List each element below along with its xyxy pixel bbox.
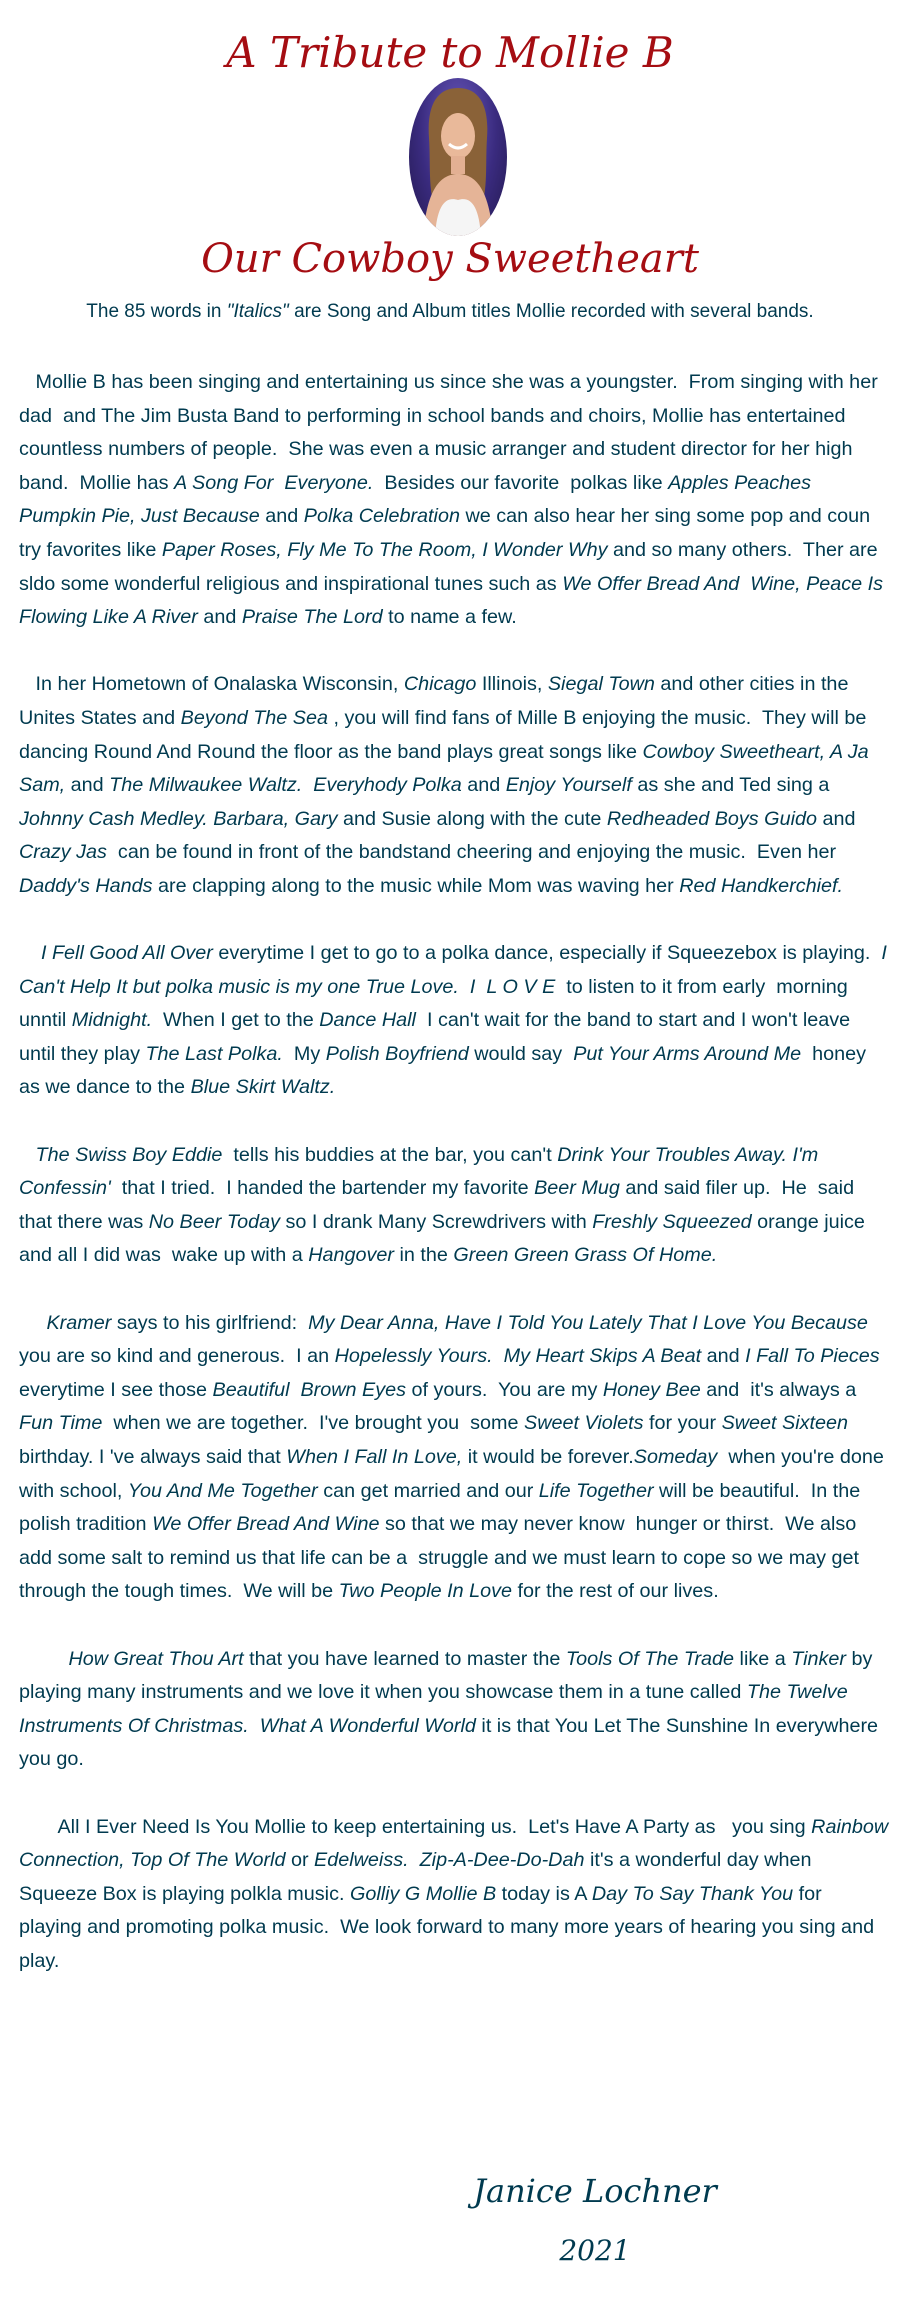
song-title-text: Hangover	[308, 1244, 394, 1267]
body-text: would say	[468, 1042, 574, 1065]
song-title-text: When I Fall In Love,	[286, 1446, 463, 1468]
body-text: In her Hometown of Onalaska Wisconsin,	[19, 673, 404, 696]
song-title-text: Crazy Jas	[19, 841, 107, 864]
body-text: it would be forever.	[462, 1446, 634, 1468]
song-title-text: Dance Hall	[319, 1009, 416, 1032]
body-text: you are so kind and generous. I an	[19, 1311, 885, 1368]
song-title-text: We Offer Bread And Wine, Peace Is Flowing Like A River	[19, 572, 895, 629]
body-text: to listen to it from early morning unntil	[19, 975, 854, 1032]
song-title-text: Put Your Arms Around Me	[573, 1042, 802, 1065]
body-text: orange juice and all I did was wake up with a	[19, 1210, 871, 1267]
song-title-text: Blue Skirt Waltz.	[190, 1076, 336, 1099]
body-text: and it's always a	[700, 1378, 862, 1401]
body-text	[19, 942, 41, 964]
intro-line	[0, 301, 900, 323]
song-title-text: Red Handkerchief.	[679, 874, 844, 897]
paragraph	[19, 366, 895, 635]
body-text: and so many others. Ther are sldo some wonderful religious and inspirational tunes such as	[19, 538, 884, 595]
body-text: like a	[734, 1647, 792, 1670]
body-text: it is that You Let The Sunshine In everywhere you go.	[19, 1714, 884, 1771]
portrait-photo	[409, 78, 507, 236]
tribute-body	[19, 366, 895, 1979]
body-text: it's a wonderful day when Squeeze Box is playing polkla music.	[19, 1849, 817, 1905]
song-title-text: Tools Of The Trade	[565, 1647, 735, 1670]
song-title-text: We Offer Bread And Wine	[152, 1513, 380, 1536]
body-text: when you're done with school,	[19, 1446, 890, 1502]
body-text: are Song and Album titles Mollie recorded with several bands.	[288, 301, 814, 322]
song-title-text: Chicago	[403, 673, 477, 696]
body-text: Mollie B has been singing and entertaining us since she was a youngster. From singing with her dad and The Jim Busta Band to performing in school bands and choirs, Mollie has entertained countless numbers of people. She was even a music arranger and student director for her high band. Mollie has	[19, 371, 884, 494]
body-text: My	[282, 1042, 326, 1065]
song-title-text: Enjoy Yourself	[505, 774, 632, 797]
body-text: that I tried. I handed the bartender my favorite	[110, 1177, 535, 1200]
song-title-text: No Beer Today	[148, 1210, 280, 1233]
body-text: and other cities in the Unites States and	[19, 673, 854, 729]
song-title-text: Daddy's Hands	[19, 874, 153, 897]
body-text: as she and Ted sing a	[631, 774, 835, 797]
body-text: we can also hear her sing some pop and coun try favorites like	[19, 505, 876, 561]
song-title-text: Praise The Lord	[241, 606, 383, 629]
body-text: and	[259, 505, 304, 528]
body-text: or	[285, 1849, 315, 1872]
body-text: by playing many instruments and we love it when you showcase them in a tune called	[19, 1647, 878, 1704]
paragraph	[19, 1643, 889, 1777]
body-text: All I Ever Need Is You Mollie to keep entertaining us. Let's Have A Party as you sing	[19, 1815, 812, 1838]
song-title-text: Kramer	[46, 1311, 112, 1334]
body-text: , you will find fans of Mille B enjoying the music. They will be dancing Round And Round the floor as the band plays great songs like	[19, 706, 872, 763]
page-subtitle: Our Cowboy Sweetheart	[201, 236, 699, 282]
body-text: and said filer up. He said that there was	[19, 1177, 860, 1233]
body-text: so that we may never know hunger or thirst. We also add some salt to remind us that life can be a struggle and we must learn to cope so we may get through the tough times. We will be	[19, 1513, 865, 1603]
song-title-text: Sweet Sixteen	[721, 1412, 849, 1435]
song-title-text: Tinker	[791, 1647, 847, 1670]
body-text: when we are together. I've brought you some	[102, 1412, 525, 1435]
song-title-text: How Great Thou Art	[68, 1647, 244, 1670]
body-text	[19, 1312, 46, 1334]
song-title-text: Honey Bee	[602, 1378, 701, 1401]
paragraph	[19, 1811, 894, 1979]
body-text: honey as we dance to the	[19, 1042, 872, 1099]
body-text: When I get to the	[152, 1009, 320, 1032]
song-title-text: Paper Roses, Fly Me To The Room, I Wonder Why	[161, 538, 608, 561]
body-text: everytime I see those	[19, 1345, 886, 1401]
body-text: I can't wait for the band to start and I won't leave until they play	[19, 1009, 856, 1065]
song-title-text: I Fell Good All Over	[40, 942, 213, 965]
song-title-text: Green Green Grass Of Home.	[453, 1244, 718, 1267]
body-text: Illinois,	[476, 673, 548, 696]
song-title-text: Midnight.	[71, 1009, 153, 1032]
song-title-text: Beer Mug	[534, 1177, 620, 1200]
body-text: and	[701, 1345, 746, 1368]
body-text: can be found in front of the bandstand cheering and enjoying the music. Even her	[106, 841, 842, 864]
song-title-text: Two People In Love	[338, 1580, 512, 1603]
song-title-text: Drink Your Troubles Away. I'm Confessin'	[19, 1143, 824, 1200]
page-title: A Tribute to Mollie B	[226, 28, 674, 77]
song-title-text: The Swiss Boy Eddie	[35, 1143, 223, 1166]
body-text: and	[461, 774, 506, 797]
body-text: for playing and promoting polka music. We look forward to many more years of hearing you sing and play.	[19, 1882, 880, 1972]
body-text: and	[816, 807, 861, 830]
song-title-text: A Song For Everyone.	[174, 471, 374, 494]
body-text: of yours. You are my	[406, 1378, 603, 1401]
body-text: Besides our favorite polkas like	[373, 471, 669, 494]
song-title-text: Johnny Cash Medley. Barbara, Gary	[19, 807, 338, 830]
song-title-text: The Milwaukee Waltz. Everyhody Polka	[109, 774, 462, 797]
song-title-text: You And Me Together	[127, 1479, 318, 1502]
body-text	[19, 1144, 36, 1166]
song-title-text: My Dear Anna, Have I Told You Lately That I Love You Because	[308, 1311, 868, 1334]
signature	[470, 2172, 720, 2267]
body-text: and	[197, 606, 242, 629]
song-title-text: Someday	[633, 1446, 718, 1468]
song-title-text: Rainbow Connection, Top Of The World	[19, 1815, 894, 1872]
song-title-text: "Italics"	[226, 301, 289, 322]
song-title-text: Golliy G Mollie B	[349, 1882, 497, 1905]
body-text: that you have learned to master the	[243, 1647, 566, 1670]
body-text	[19, 1648, 68, 1670]
song-title-text: Beautiful Brown Eyes	[212, 1378, 407, 1401]
body-text: can get married and our	[317, 1479, 539, 1502]
song-title-text: Redheaded Boys Guido	[606, 807, 817, 830]
body-text: says to his girlfriend:	[111, 1311, 309, 1334]
body-text: The 85 words in	[86, 301, 227, 322]
song-title-text: Beyond The Sea	[180, 706, 329, 729]
song-title-text: The Twelve Instruments Of Christmas. What A Wonderful World	[19, 1681, 854, 1737]
signature-name: Janice Lochner	[473, 2172, 717, 2210]
body-text: so I drank Many Screwdrivers with	[279, 1210, 593, 1233]
paragraph	[19, 937, 893, 1105]
song-title-text: I Fall To Pieces	[745, 1345, 880, 1368]
body-text: birthday. I 've always said that	[19, 1412, 854, 1468]
song-title-text: Siegal Town	[547, 673, 655, 696]
song-title-text: Sweet Violets	[524, 1412, 644, 1435]
song-title-text: Fun Time	[19, 1412, 103, 1435]
song-title-text: Hopelessly Yours. My Heart Skips A Beat	[334, 1345, 702, 1368]
song-title-text: I Can't Help It but polka music is my one True Love. I L O V E	[19, 942, 893, 998]
body-text: tells his buddies at the bar, you can't	[222, 1143, 558, 1166]
song-title-text: The Last Polka.	[145, 1042, 283, 1065]
body-text: to name a few.	[382, 606, 517, 629]
song-title-text: Life Together	[538, 1479, 654, 1502]
song-title-text: Day To Say Thank You	[591, 1882, 794, 1905]
body-text: for the rest of our lives.	[512, 1580, 719, 1603]
body-text: will be beautiful. In the polish tradition	[19, 1479, 866, 1536]
body-text: and Susie along with the cute	[337, 807, 607, 830]
paragraph	[19, 1307, 889, 1609]
paragraph	[19, 668, 889, 903]
paragraph	[19, 1139, 889, 1273]
song-title-text: Polka Celebration	[303, 505, 460, 528]
song-title-text: Freshly Squeezed	[592, 1210, 752, 1233]
body-text: everytime I get to go to a polka dance, especially if Squeezebox is playing.	[212, 942, 882, 965]
body-text: are clapping along to the music while Mom was waving her	[152, 874, 680, 897]
body-text: today is A	[496, 1882, 592, 1905]
song-title-text: Polish Boyfriend	[325, 1042, 469, 1065]
signature-year: 2021	[559, 2234, 631, 2267]
song-title-text: Cowboy Sweetheart, A Ja Sam,	[19, 740, 875, 797]
song-title-text: Edelweiss. Zip-A-Dee-Do-Dah	[314, 1849, 585, 1872]
body-text: in the	[393, 1244, 454, 1267]
song-title-text: Apples Peaches Pumpkin Pie, Just Because	[19, 471, 817, 528]
body-text: and	[65, 774, 110, 797]
body-text: for your	[643, 1412, 722, 1435]
